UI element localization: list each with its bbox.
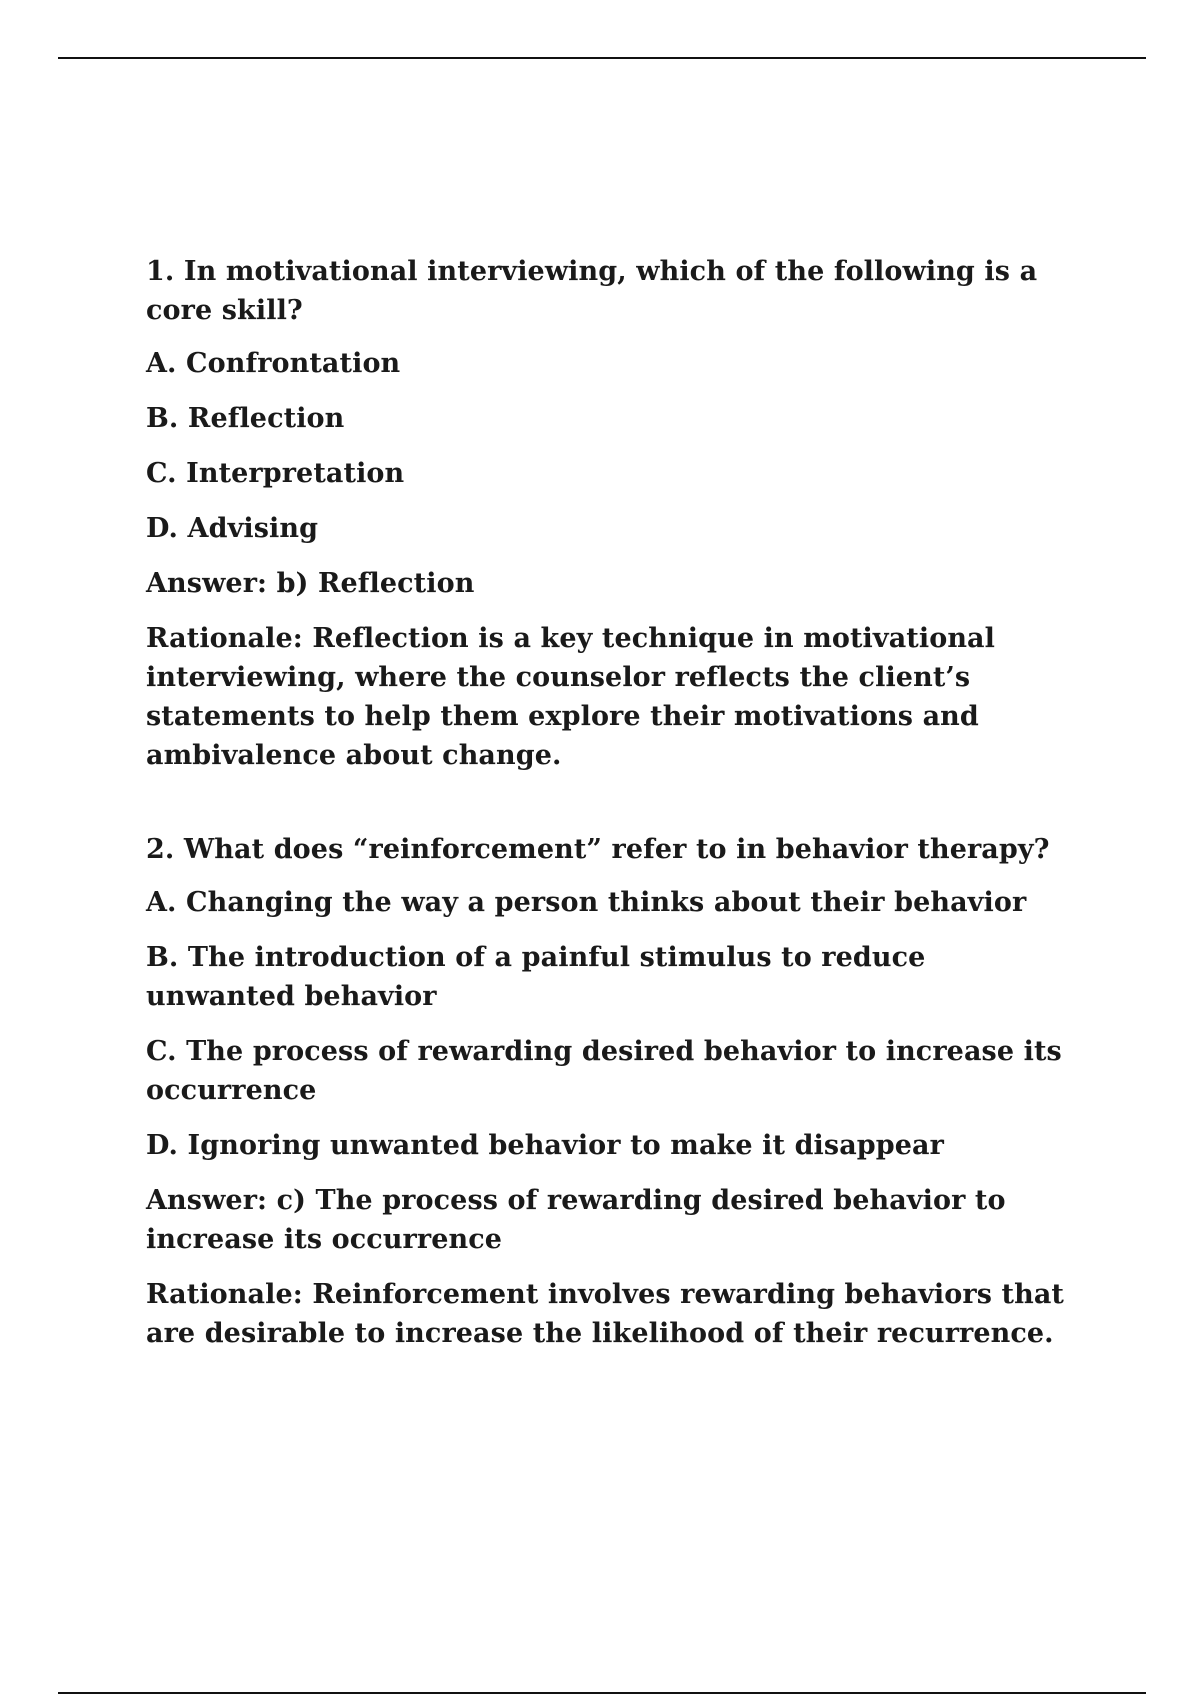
option-a: A. Confrontation [146, 348, 401, 379]
option-d: D. Ignoring unwanted behavior to make it disappear [146, 1130, 944, 1161]
option-b: B. Reflection [146, 403, 345, 434]
option-b: B. The introduction of a painful stimulus to reduce unwanted behavior [146, 942, 926, 1012]
option-d: D. Advising [146, 513, 319, 544]
question-block-2 [146, 830, 1076, 1353]
rationale-text: Rationale: Reinforcement involves rewarding behaviors that are desirable to increase the likelihood of their recurrence. [146, 1279, 1064, 1349]
answer-text: Answer: b) Reflection [146, 568, 475, 599]
question-text: 2. What does “reinforcement” refer to in behavior therapy? [146, 834, 1050, 865]
option-c: C. Interpretation [146, 458, 405, 489]
footer-rule [58, 1692, 1146, 1694]
option-c: C. The process of rewarding desired behavior to increase its occurrence [146, 1036, 1062, 1106]
question-text: 1. In motivational interviewing, which of the following is a core skill? [146, 256, 1038, 326]
header-rule [58, 57, 1146, 59]
answer-text: Answer: c) The process of rewarding desired behavior to increase its occurrence [146, 1185, 1006, 1255]
document-body [146, 252, 1076, 1369]
option-a: A. Changing the way a person thinks about their behavior [146, 887, 1027, 918]
question-block-1 [146, 252, 1076, 775]
rationale-text: Rationale: Reflection is a key technique in motivational interviewing, where the counselor reflects the client’s statements to help them explore their motivations and ambivalence about change. [146, 623, 996, 771]
